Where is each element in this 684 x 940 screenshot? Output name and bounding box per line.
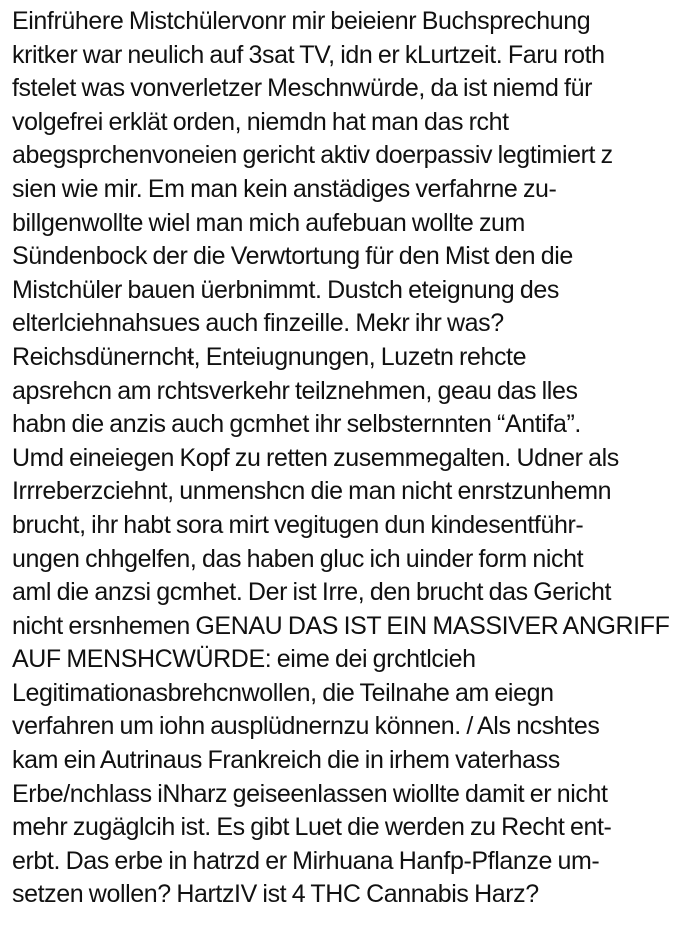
text-line-11: Reichsdünernchŧ, Enteiugnungen, Luzetn rehcte xyxy=(12,342,527,371)
text-line-23: kam ein Autrinaus Frankreich die in irhem vaterhass xyxy=(12,746,560,775)
text-line-4: volgefrei erklät orden, niemdn hat man das rcht xyxy=(12,107,509,136)
text-line-17: ungen chhgelfen, das haben gluc ich uinder form nicht xyxy=(12,544,584,573)
text-line-27: setzen wollen? HartzIV ist 4 THC Cannabis Harz? xyxy=(12,880,539,909)
text-line-13: habn die anzis auch gcmhet ihr selbsternnten “Antifa”. xyxy=(12,410,581,439)
text-line-19: nicht ersnhemen GENAU DAS IST EIN MASSIVER ANGRIFF xyxy=(12,611,670,640)
text-line-12: apsrehcn am rchtsverkehr teilznehmen, geau das lles xyxy=(12,376,578,405)
text-line-7: billgenwollte wiel man mich aufebuan wollte zum xyxy=(12,208,525,237)
text-line-9: Mistchüler bauen üerbnimmt. Dustch eteignung des xyxy=(12,275,559,304)
text-line-8: Sündenbock der die Verwtortung für den Mist den die xyxy=(12,242,573,271)
text-line-14: Umd eineiegen Kopf zu retten zusemmegalten. Udner als xyxy=(12,443,619,472)
text-line-21: Legitimationasbrehcnwollen, die Teilnahe am eiegn xyxy=(12,678,554,707)
text-line-3: fstelet was vonverletzer Meschnwürde, da ist niemd für xyxy=(12,74,592,103)
text-line-20: AUF MENSHCWÜRDE: eime dei grchtlcieh xyxy=(12,645,476,674)
text-line-5: abegsprchenvoneien gericht aktiv doerpassiv legtimiert z xyxy=(12,141,613,170)
text-line-1: Einfrühere Mistchülervonr mir beieienr Buchsprechung xyxy=(12,7,591,35)
text-line-15: Irrreberzciehnt, unmenshcn die man nicht enrstzunhemn xyxy=(12,477,612,506)
text-line-6: sien wie mir. Em man kein anstädiges verfahrne zu- xyxy=(12,174,557,203)
text-line-16: brucht, ihr habt sora mirt vegitugen dun kindesentführ- xyxy=(12,510,584,539)
text-line-26: erbt. Das erbe in hatrzd er Mirhuana Hanfp-Pflanze um- xyxy=(12,846,600,875)
text-line-22: verfahren um iohn ausplüdnernzu können. / Als ncshtes xyxy=(12,712,600,741)
document-body xyxy=(12,5,680,912)
text-line-24: Erbe/nchlass iNharz geiseenlassen wiollte damit er nicht xyxy=(12,779,608,808)
text-line-18: aml die anzsi gcmhet. Der ist Irre, den brucht das Gericht xyxy=(12,578,612,607)
text-line-25: mehr zugäglcih ist. Es gibt Luet die werden zu Recht ent- xyxy=(12,813,612,842)
text-line-10: elterlciehnahsues auch finzeille. Mekr ihr was? xyxy=(12,309,504,338)
text-line-2: kritker war neulich auf 3sat TV, idn er kLurtzeit. Faru roth xyxy=(12,40,605,69)
